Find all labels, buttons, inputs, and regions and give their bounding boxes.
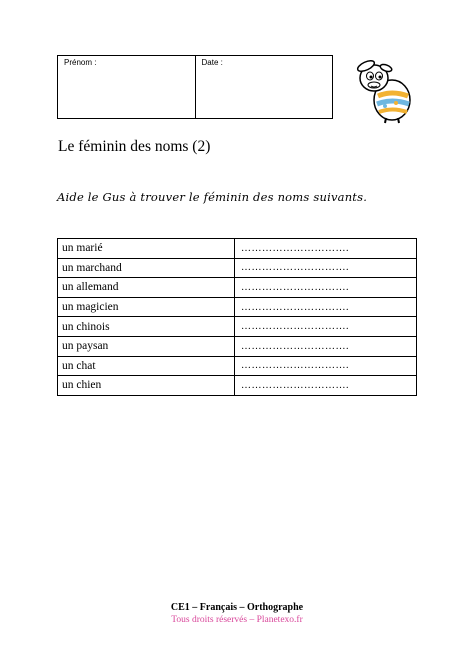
gus-sheep-mascot-icon — [352, 54, 416, 124]
exercise-table — [57, 238, 417, 396]
answer-blank[interactable]: …………………………. — [235, 239, 417, 259]
table-row — [58, 356, 417, 376]
table-row — [58, 317, 417, 337]
table-row — [58, 376, 417, 396]
table-row — [58, 336, 417, 356]
prenom-label: Prénom : — [64, 58, 97, 67]
answer-blank[interactable]: …………………………. — [235, 278, 417, 298]
noun-cell: un chinois — [58, 317, 235, 337]
prenom-field[interactable] — [58, 56, 195, 118]
answer-blank[interactable]: …………………………. — [235, 356, 417, 376]
noun-cell: un chat — [58, 356, 235, 376]
noun-cell: un paysan — [58, 336, 235, 356]
table-row — [58, 258, 417, 278]
table-row — [58, 239, 417, 259]
name-date-box — [57, 55, 333, 119]
date-field[interactable] — [195, 56, 333, 118]
footer-subject: CE1 – Français – Orthographe — [170, 602, 304, 613]
noun-cell: un chien — [58, 376, 235, 396]
instruction-text: Aide le Gus à trouver le féminin des noms suivants. — [57, 190, 368, 204]
date-label: Date : — [201, 58, 223, 67]
answer-blank[interactable]: …………………………. — [235, 336, 417, 356]
answer-blank[interactable]: …………………………. — [235, 376, 417, 396]
footer-rights: Tous droits réservés – Planetexo.fr — [171, 615, 303, 625]
answer-blank[interactable]: …………………………. — [235, 317, 417, 337]
noun-cell: un magicien — [58, 297, 235, 317]
answer-blank[interactable]: …………………………. — [235, 297, 417, 317]
noun-cell: un marchand — [58, 258, 235, 278]
noun-cell: un marié — [58, 239, 235, 259]
page-title: Le féminin des noms (2) — [58, 138, 211, 155]
answer-blank[interactable]: …………………………. — [235, 258, 417, 278]
table-row — [58, 278, 417, 298]
noun-cell: un allemand — [58, 278, 235, 298]
table-row — [58, 297, 417, 317]
